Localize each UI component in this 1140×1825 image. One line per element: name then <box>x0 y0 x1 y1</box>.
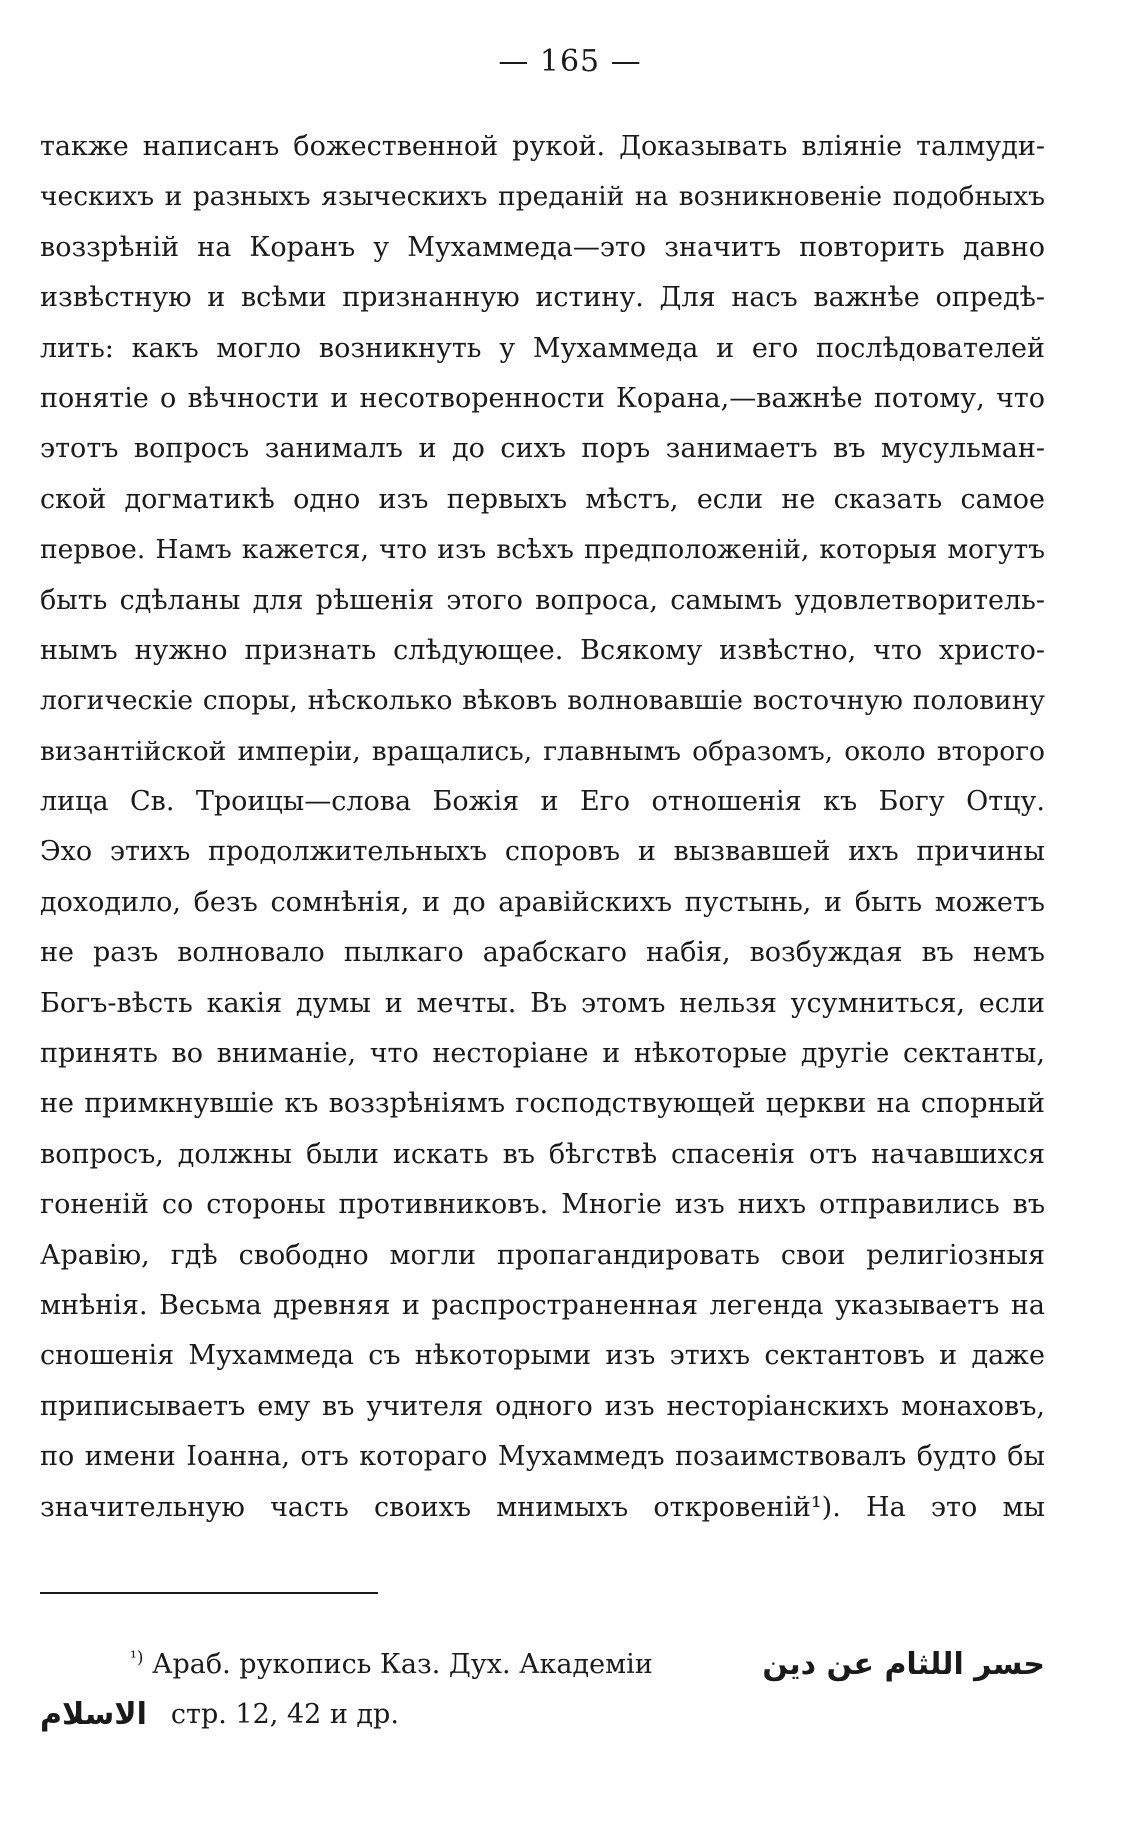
text-line: ческихъ и разныхъ языческихъ преданій на возникновеніе подобныхъ <box>40 181 1045 213</box>
text-line: также написанъ божественной рукой. Доказывать вліяніе талмуди- <box>40 131 1045 162</box>
text-line: воззрѣній на Коранъ у Мухаммеда—это значитъ повторить давно <box>40 231 1045 263</box>
page-number: — 165 — <box>498 44 642 79</box>
text-line: лить: какъ могло возникнуть у Мухаммеда и его послѣдователей <box>40 332 1045 364</box>
text-line: нымъ нужно признать слѣдующее. Всякому извѣстно, что христо- <box>40 634 1045 666</box>
footnote-divider <box>40 1592 378 1594</box>
text-line: не примкнувшіе къ воззрѣніямъ господствующей церкви на спорный <box>40 1088 1045 1120</box>
footnote-arabic-title-2: الاسلام <box>40 1697 147 1732</box>
text-line: извѣстную и всѣми признанную истину. Для насъ важнѣе опредѣ- <box>40 282 1045 314</box>
text-line: Аравію, гдѣ свободно могли пропагандировать свои религіозныя <box>40 1239 1045 1271</box>
text-line: значительную часть своихъ мнимыхъ откровеній¹). На это мы <box>40 1491 1045 1523</box>
text-line: мнѣнія. Весьма древняя и распространенная легенда указываетъ на <box>40 1289 1045 1321</box>
text-line: этотъ вопросъ занималъ и до сихъ поръ занимаетъ въ мусульман- <box>40 433 1045 465</box>
text-line: логическіе споры, нѣсколько вѣковъ волновавшіе восточную половину <box>40 685 1045 717</box>
footnote-source: Араб. рукопись Каз. Дух. Академіи <box>152 1649 653 1680</box>
text-line: вопросъ, должны были искать въ бѣгствѣ спасенія отъ начавшихся <box>40 1138 1045 1170</box>
text-line: византійской имперіи, вращались, главнымъ образомъ, около второго <box>40 735 1045 767</box>
text-line: первое. Намъ кажется, что изъ всѣхъ предположеній, которыя могутъ <box>40 534 1045 566</box>
text-line: приписываетъ ему въ учителя одного изъ несторіанскихъ монаховъ, <box>40 1390 1045 1422</box>
footnote-line-2 <box>40 1690 1045 1740</box>
text-line: быть сдѣланы для рѣшенія этого вопроса, самымъ удовлетворитель- <box>40 584 1045 616</box>
footnote-marker: ¹) <box>130 1648 144 1668</box>
text-line: по имени Іоанна, отъ котораго Мухаммедъ позаимствовалъ будто бы <box>40 1441 1045 1473</box>
text-line: лица Св. Троицы—слова Божія и Его отношенія къ Богу Отцу. <box>40 786 1045 818</box>
footnote-pages: стр. 12, 42 и др. <box>170 1699 399 1730</box>
body-text <box>40 122 1045 1533</box>
footnote-citation <box>130 1640 653 1690</box>
text-line: не разъ волновало пылкаго арабскаго набія, возбуждая въ немъ <box>40 937 1045 969</box>
footnote-line-1 <box>40 1640 1045 1690</box>
text-line: гоненій со стороны противниковъ. Многіе изъ нихъ отправились въ <box>40 1189 1045 1221</box>
text-line: Богъ-вѣсть какія думы и мечты. Въ этомъ нельзя усумниться, если <box>40 987 1045 1019</box>
footnote-arabic-title-1: حسر اللثام عن دين <box>762 1647 1045 1682</box>
text-line: доходило, безъ сомнѣнія, и до аравійскихъ пустынь, и быть можетъ <box>40 886 1045 918</box>
text-line: принять во вниманіе, что несторіане и нѣкоторые другіе сектанты, <box>40 1038 1045 1070</box>
text-line: понятіе о вѣчности и несотворенности Корана,—важнѣе потому, что <box>40 382 1045 414</box>
text-line: ской догматикѣ одно изъ первыхъ мѣстъ, если не сказать самое <box>40 483 1045 515</box>
text-line: Эхо этихъ продолжительныхъ споровъ и вызвавшей ихъ причины <box>40 836 1045 868</box>
text-line: сношенія Мухаммеда съ нѣкоторыми изъ этихъ сектантовъ и даже <box>40 1340 1045 1372</box>
